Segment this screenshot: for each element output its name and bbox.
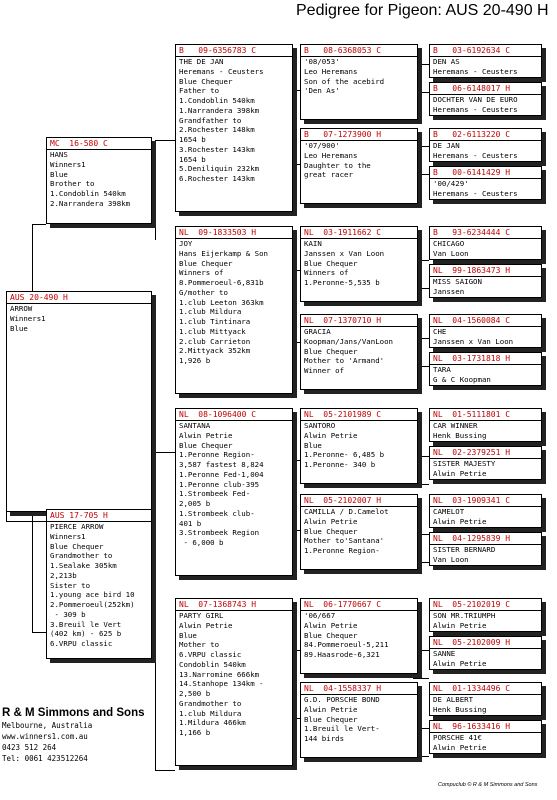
pigeon-info-line: 1.Peronne Region- [179, 450, 255, 460]
pigeon-info-line: 1.Sealake 305km [50, 561, 117, 570]
pigeon-info-line: 1.club Mittyack [179, 326, 246, 336]
pigeon-info-line: Winners1 [50, 531, 86, 541]
owner-website[interactable]: www.winners1.com.au [2, 732, 88, 741]
pigeon-info-line: Winners of [304, 268, 349, 278]
pigeon-info-line: G & C Koopman [433, 374, 491, 384]
pigeon-info-line: 1.club Tintinara [179, 317, 251, 326]
pigeon-info-line: 2.Narrandera 398km [50, 198, 131, 208]
pigeon-info-line: Leo Heremans [304, 150, 358, 160]
pigeon-info-line: 1.Peronne-5,535 b [304, 278, 380, 287]
pigeon-info-line: THE DE JAN [179, 57, 224, 66]
pigeon-info-line: 1.club Leeton 363km [179, 297, 264, 307]
pigeon-info-line: Henk Bussing [433, 430, 487, 440]
pigeon-info-line: 5.Deniliquin 232km [179, 164, 260, 174]
connector-line [155, 650, 156, 770]
pigeon-info-line: Hans Eijerkamp & Son [179, 248, 268, 258]
pigeon-info-line: 8.Pommeroeul-6,831b [179, 278, 264, 287]
pigeon-info-line: Heremans - Ceusters [433, 150, 518, 160]
pigeon-box-subject[interactable] [6, 291, 152, 512]
pigeon-info-line: Blue Chequer [304, 630, 358, 640]
pigeon-info-line: SISTER BERNARD [433, 545, 496, 554]
owner-location: Melbourne, Australia [2, 721, 93, 730]
pigeon-info-line: Leo Heremans [304, 66, 358, 76]
ring-number: B 09-6356783 C [179, 46, 257, 55]
ring-number: NL 05-2102019 C [430, 599, 541, 611]
pigeon-info-line: 84.Pommeroeul-5,211 [304, 640, 389, 650]
pigeon-box-g3-7[interactable] [300, 682, 418, 758]
pigeon-info-line: 1.Peronne Fed-1,004 [179, 469, 264, 479]
pigeon-box-g4-10[interactable] [429, 494, 542, 528]
pigeon-info-line: Blue [179, 630, 197, 640]
pigeon-info-line: Blue Chequer [304, 346, 358, 356]
owner-tel: Tel: 0061 423512264 [2, 754, 88, 763]
pigeon-info-line: PORSCHE 41€ [433, 733, 482, 742]
pigeon-info-line: - 6,000 b [179, 538, 224, 547]
pigeon-info-line: 14.Stanhope 134km - [179, 679, 264, 689]
pigeon-info-line: Brother to [50, 179, 95, 189]
ring-number: B 08-6368053 C [304, 46, 382, 55]
pigeon-box-g2-2[interactable] [175, 408, 293, 576]
pigeon-info-line: 1.club Mildura [179, 708, 242, 718]
pigeon-info-line: Mother to [179, 640, 220, 650]
ring-number: MC 16-580 C [50, 139, 108, 148]
pigeon-info-line: Janssen x Van Loon [304, 248, 385, 258]
pigeon-info-line: 2.club Carrieton [179, 336, 251, 346]
pigeon-info-line: 1.club Mildura [179, 307, 242, 317]
pigeon-info-line: Alwin Petrie [433, 658, 487, 668]
pigeon-box-g2-1[interactable] [175, 226, 293, 394]
pigeon-info-line: 2,213b [50, 570, 77, 580]
pigeon-info-line: Alwin Petrie [179, 430, 233, 440]
pigeon-box-g3-6[interactable] [300, 598, 418, 674]
ring-number: AUS 17-705 H [50, 511, 108, 520]
pigeon-info-line: GRACIA [304, 327, 331, 336]
pigeon-box-g4-7[interactable] [429, 352, 542, 386]
pigeon-info-line: Blue Chequer [50, 541, 104, 551]
pigeon-info-line: 6.Rochester 143km [179, 174, 255, 183]
pigeon-info-line: Alwin Petrie [433, 742, 487, 752]
ring-number: B 06-6148017 H [430, 83, 541, 95]
ring-number: NL 04-1295839 H [430, 533, 541, 545]
pigeon-box-g3-2[interactable] [300, 226, 418, 302]
ring-number: NL 99-1863473 H [430, 265, 541, 277]
pigeon-info-line: CHE [433, 327, 447, 336]
pigeon-info-line: SON MR.TRIUMPH [433, 611, 496, 620]
ring-number: NL 05-2102009 H [430, 637, 541, 649]
pigeon-info-line: 401 b [179, 518, 202, 528]
pigeon-info-line: Blue Chequer [304, 714, 358, 724]
ring-number: NL 09-1833503 H [179, 228, 257, 237]
pigeon-info-line: 1.Mildura 466km [179, 718, 246, 728]
connector-line [32, 496, 33, 632]
pigeon-info-line: 1.Breuil le Vert- [304, 724, 380, 734]
pigeon-box-g3-3[interactable] [300, 314, 418, 390]
pigeon-info-line: Condoblin 540km [179, 659, 246, 669]
pigeon-box-g4-12[interactable] [429, 598, 542, 632]
pigeon-info-line: 1.Peronne- 340 b [304, 460, 376, 469]
connector-line [413, 484, 429, 485]
pigeon-info-line: 1.Peronne club-395 [179, 479, 260, 489]
pigeon-info-line: HANS [50, 150, 68, 159]
pigeon-info-line: 1654 b [179, 154, 206, 164]
pigeon-box-sire[interactable] [46, 137, 152, 224]
connector-line [413, 678, 429, 679]
pigeon-info-line: Mother to'Santana' [304, 536, 385, 546]
ring-number: NL 07-1368743 H [179, 600, 257, 609]
ring-number: AUS 20-490 H [10, 293, 68, 302]
pigeon-box-g3-4[interactable] [300, 408, 418, 484]
pigeon-info-line: Alwin Petrie [433, 516, 487, 526]
ring-number: NL 03-1911662 C [304, 228, 382, 237]
pigeon-info-line: Grandmother to [50, 551, 113, 561]
connector-line [155, 140, 175, 141]
pigeon-info-line: JOY [179, 239, 193, 248]
pigeon-info-line: 3,587 fastest 8,824 [179, 460, 264, 469]
pigeon-info-line: great racer [304, 170, 353, 180]
pigeon-info-line: Winners1 [50, 159, 86, 169]
connector-line [155, 452, 175, 453]
connector-line [32, 224, 46, 225]
pigeon-info-line: Heremans - Ceusters [433, 188, 518, 198]
pigeon-info-line: 1.Condoblin 540km [179, 96, 255, 105]
pigeon-box-g4-4[interactable] [429, 226, 542, 260]
pigeon-info-line: Alwin Petrie [433, 620, 487, 630]
pigeon-info-line: SANTANA [179, 421, 211, 430]
ring-number: NL 05-2102007 H [304, 496, 382, 505]
pigeon-box-g4-1[interactable] [429, 82, 542, 116]
pigeon-info-line: G/mother to [179, 287, 228, 297]
pigeon-info-line: 1.Condoblin 540km [50, 189, 126, 198]
pigeon-info-line: 89.Haasrode-6,321 [304, 650, 380, 659]
pigeon-info-line: CAMELOT [433, 507, 465, 516]
pigeon-info-line: Blue [304, 440, 322, 450]
ring-number: NL 01-1334496 C [430, 683, 541, 695]
pigeon-info-line: Alwin Petrie [433, 468, 487, 478]
pigeon-info-line: MISS SAIGON [433, 277, 482, 286]
pigeon-info-line: PARTY GIRL [179, 611, 224, 620]
pigeon-info-line: 1,166 b [179, 728, 211, 737]
pigeon-info-line: 13.Narromine 666km [179, 669, 260, 679]
pigeon-info-line: Alwin Petrie [179, 620, 233, 630]
connector-line [155, 770, 175, 771]
pigeon-info-line: SANNE [433, 649, 456, 658]
pigeon-box-g2-3[interactable] [175, 598, 293, 766]
pigeon-info-line: Blue Chequer [304, 526, 358, 536]
pigeon-info-line: 1.Strombeek Fed- [179, 489, 251, 499]
page-title: Pedigree for Pigeon: AUS 20-490 H [296, 2, 549, 19]
pigeon-info-line: '08/053' [304, 57, 340, 66]
pigeon-info-line: Koopman/Jans/VanLoon [304, 336, 393, 346]
pigeon-info-line: 2.Rochester 148km [179, 125, 255, 135]
ring-number: NL 04-1560084 C [430, 315, 541, 327]
pigeon-box-g2-0[interactable] [175, 44, 293, 212]
pigeon-info-line: Blue Chequer [179, 258, 233, 268]
pigeon-info-line: DE ALBERT [433, 695, 474, 704]
pigeon-info-line: SANTORO [304, 421, 336, 430]
ring-number: NL 08-1096400 C [179, 410, 257, 419]
pigeon-info-line: Blue Chequer [179, 76, 233, 86]
pigeon-info-line: DE JAN [433, 141, 460, 150]
pigeon-info-line: PIERCE ARROW [50, 522, 104, 531]
pigeon-box-g4-6[interactable] [429, 314, 542, 348]
pigeon-info-line: 1,926 b [179, 356, 211, 365]
pigeon-info-line: Blue Chequer [304, 258, 358, 268]
pigeon-info-line: 1.young ace bird 10 [50, 590, 135, 600]
pigeon-info-line: Grandfather to [179, 115, 242, 125]
ring-number: NL 04-1558337 H [304, 684, 382, 693]
pigeon-info-line: ARROW [10, 304, 33, 313]
pigeon-box-g4-15[interactable] [429, 720, 542, 754]
pigeon-info-line: Winners1 [10, 313, 46, 323]
pigeon-info-line: '07/900' [304, 141, 340, 150]
ring-number: B 07-1273900 H [304, 130, 382, 139]
owner-name: R & M Simmons and Sons [2, 707, 145, 719]
pigeon-box-g4-13[interactable] [429, 636, 542, 670]
ring-number: B 00-6141429 H [430, 167, 541, 179]
connector-line [6, 521, 46, 522]
pigeon-info-line: G.D. PORSCHE BOND [304, 695, 380, 704]
pigeon-box-g4-2[interactable] [429, 128, 542, 162]
pigeon-info-line: 2.Pommeroeul(252km) [50, 600, 135, 609]
pigeon-info-line: SISTER MAJESTY [433, 459, 496, 468]
footer-credit: Compuclub © R & M Simmons and Sons [438, 782, 538, 788]
pigeon-info-line: Mother to 'Armand' [304, 356, 385, 366]
pigeon-info-line: TARA [433, 365, 451, 374]
pigeon-info-line: 2,005 b [179, 499, 211, 508]
pigeon-info-line: 3.Strombeek Region [179, 528, 260, 538]
pigeon-info-line: Alwin Petrie [304, 516, 358, 526]
pigeon-info-line: 3.Breuil le Vert [50, 619, 122, 629]
pigeon-info-line: Janssen [433, 286, 465, 296]
pigeon-info-line: Alwin Petrie [304, 704, 358, 714]
pigeon-info-line: '00/429' [433, 179, 469, 188]
pigeon-info-line: Alwin Petrie [304, 620, 358, 630]
pigeon-info-line: CAMILLA / D.Camelot [304, 507, 389, 516]
pigeon-info-line: Blue Chequer [179, 440, 233, 450]
ring-number: B 93-6234444 C [430, 227, 541, 239]
pigeon-box-g4-9[interactable] [429, 446, 542, 480]
pigeon-info-line: 1654 b [179, 135, 206, 144]
pigeon-info-line: Sister to [50, 580, 91, 590]
pigeon-info-line: Winners of [179, 268, 224, 278]
pigeon-info-line: Blue [50, 169, 68, 179]
pigeon-box-g4-14[interactable] [429, 682, 542, 716]
ring-number: NL 03-1909341 C [430, 495, 541, 507]
pigeon-info-line: - 309 b [50, 609, 86, 619]
pigeon-info-line: 144 birds [304, 734, 345, 743]
pigeon-info-line: Henk Bussing [433, 704, 487, 714]
connector-line [155, 312, 156, 452]
pigeon-info-line: 6.VRPU classic [179, 650, 242, 659]
ring-number: NL 07-1370710 H [304, 316, 382, 325]
pigeon-info-line: Blue [10, 323, 28, 333]
pigeon-info-line: 'Den As' [304, 86, 340, 96]
pigeon-info-line: (402 km) - 625 b [50, 629, 122, 639]
pigeon-info-line: 1.Peronne- 6,485 b [304, 450, 385, 460]
pigeon-info-line: Janssen x Van Loon [433, 336, 514, 346]
pigeon-info-line: 1.Strombeek club- [179, 508, 255, 518]
ring-number: NL 03-1731818 H [430, 353, 541, 365]
pigeon-info-line: DOCHTER VAN DE EURO [433, 95, 518, 104]
pigeon-info-line: Van Loon [433, 554, 469, 564]
pigeon-info-line: 1.Narrandera 398km [179, 105, 260, 115]
ring-number: NL 96-1633416 H [430, 721, 541, 733]
pigeon-box-g3-0[interactable] [300, 44, 418, 120]
pigeon-box-dam[interactable] [46, 509, 152, 659]
pigeon-box-g4-5[interactable] [429, 264, 542, 298]
pigeon-box-g4-0[interactable] [429, 44, 542, 78]
pigeon-info-line: Winner of [304, 366, 345, 375]
pigeon-box-g4-11[interactable] [429, 532, 542, 566]
owner-phone: 0423 512 264 [2, 743, 57, 752]
pigeon-info-line: Heremans - Ceusters [433, 104, 518, 114]
pigeon-info-line: Heremans - Ceusters [179, 66, 264, 76]
pigeon-info-line: KAIN [304, 239, 322, 248]
ring-number: NL 06-1770667 C [304, 600, 382, 609]
pigeon-info-line: '06/667 [304, 611, 336, 620]
pigeon-info-line: Heremans - Ceusters [433, 66, 518, 76]
pigeon-info-line: CHICAGO [433, 239, 465, 248]
pigeon-info-line: 1.Peronne Region- [304, 546, 380, 555]
pigeon-info-line: Son of the acebird [304, 76, 385, 86]
pigeon-info-line: Father to [179, 86, 220, 96]
owner-block [2, 706, 145, 764]
pigeon-box-g4-3[interactable] [429, 166, 542, 200]
pigeon-info-line: Van Loon [433, 248, 469, 258]
pigeon-info-line: 6.VRPU classic [50, 639, 113, 648]
pigeon-info-line: Alwin Petrie [304, 430, 358, 440]
ring-number: B 02-6113220 C [430, 129, 541, 141]
pigeon-info-line: 2.Mittyack 352km [179, 346, 251, 356]
connector-line [32, 632, 46, 633]
ring-number: B 03-6192634 C [430, 45, 541, 57]
pigeon-box-g3-1[interactable] [300, 128, 418, 204]
pigeon-info-line: 3.Rochester 143km [179, 144, 255, 154]
pigeon-box-g4-8[interactable] [429, 408, 542, 442]
ring-number: NL 01-5111801 C [430, 409, 541, 421]
ring-number: NL 05-2101989 C [304, 410, 382, 419]
pigeon-info-line: DEN AS [433, 57, 460, 66]
pigeon-info-line: 2,500 b [179, 689, 211, 698]
pigeon-info-line: Grandmother to [179, 698, 242, 708]
pigeon-info-line: CAR WINNER [433, 421, 478, 430]
pigeon-info-line: Daughter to the [304, 160, 371, 170]
connector-line [155, 140, 156, 240]
ring-number: NL 02-2379251 H [430, 447, 541, 459]
pigeon-box-g3-5[interactable] [300, 494, 418, 570]
